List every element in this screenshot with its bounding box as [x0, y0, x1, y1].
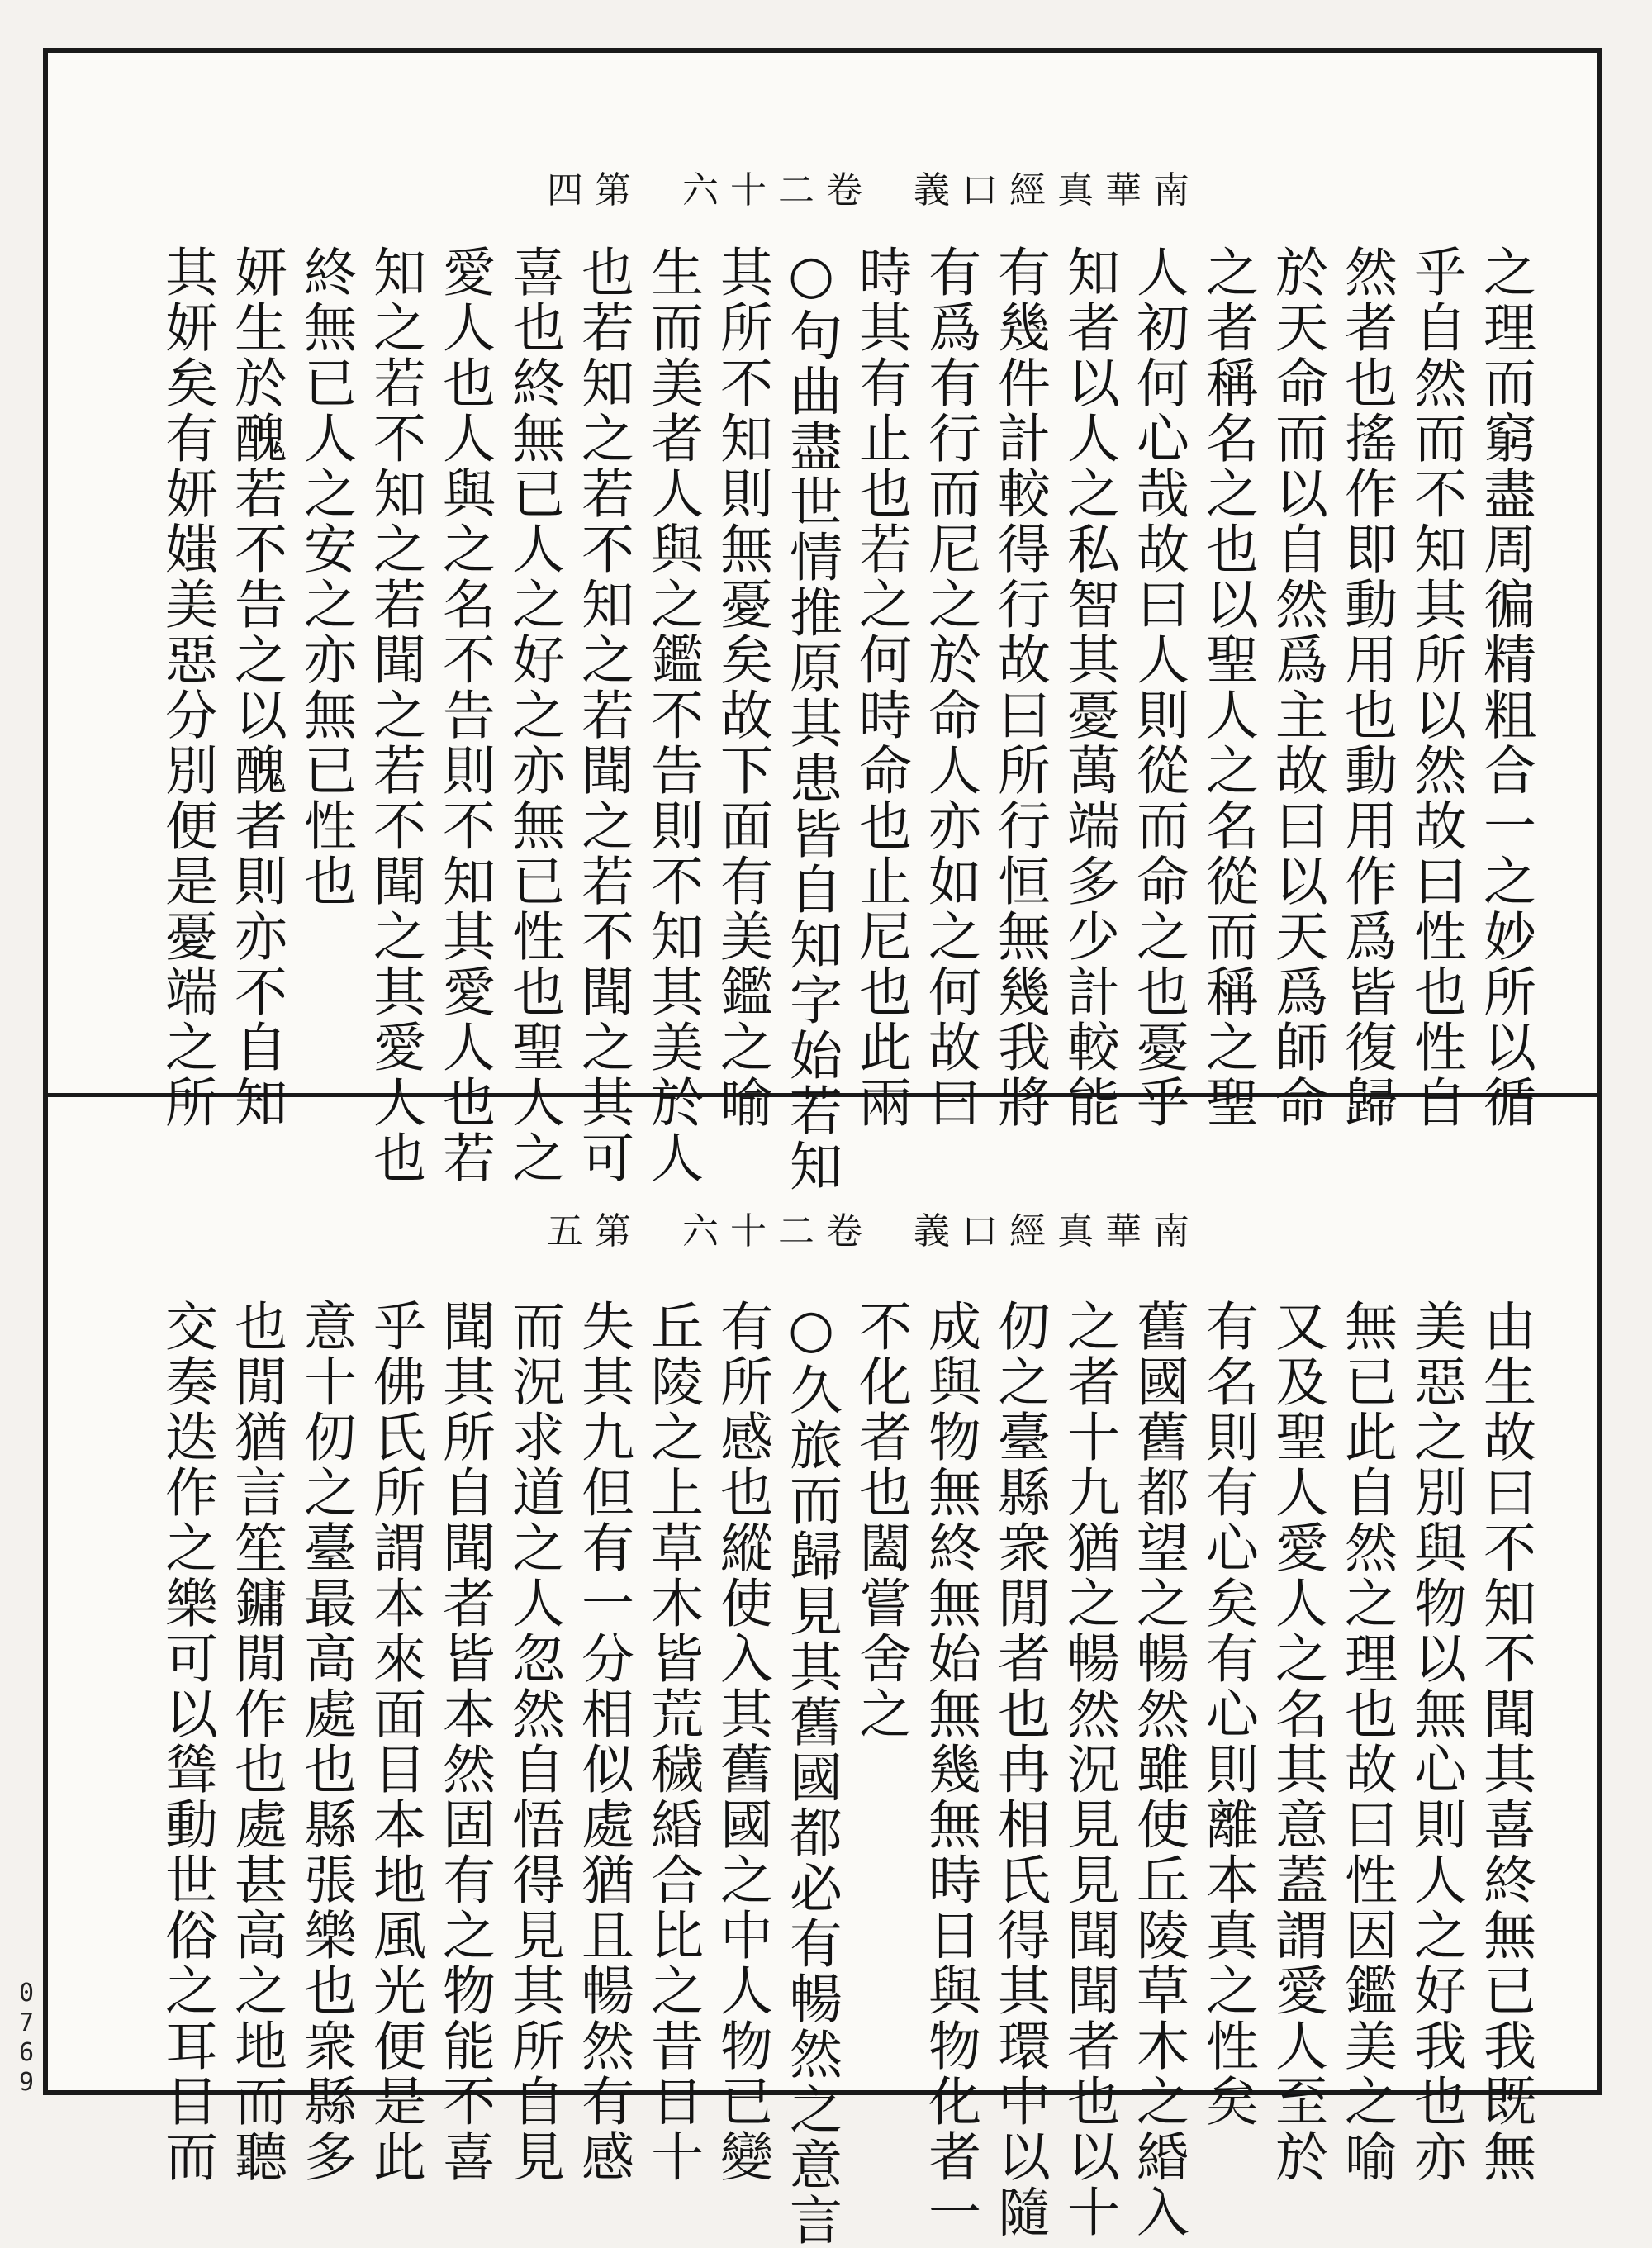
text-column: 之者稱名之也以聖人之名從而稱之聖	[1197, 245, 1258, 1130]
text-column: ○久旅而歸見其舊國都必有暢然之意言	[781, 1299, 842, 2248]
text-column: ○句曲盡世情推原其患皆自知字始若知	[781, 245, 842, 1194]
text-column: 也閒猶言笙鏞閒作也處甚高之地而聽	[225, 1299, 287, 2184]
text-column: 終無已人之安之亦無已性也	[295, 245, 356, 909]
text-column: 知之若不知之若聞之若不聞之其愛人也	[364, 245, 425, 1186]
leaf-header	[510, 1201, 1221, 1254]
text-column: 不化者也闔嘗舍之	[850, 1299, 911, 1742]
text-column: 有幾件計較得行故曰所行恒無幾我將	[989, 245, 1050, 1130]
text-column: 有名則有心矣有心則離本真之性矣	[1197, 1299, 1258, 2129]
text-column: 然者也搖作即動用也動用作爲皆復歸	[1336, 245, 1397, 1130]
volume-label: 卷二十六	[682, 169, 874, 211]
text-column: 也若知之若不知之若聞之若不聞之其可	[572, 245, 634, 1186]
text-column: 又及聖人愛人之名其意蓋謂愛人至於	[1266, 1299, 1327, 2184]
text-column: 聞其所自聞者皆本然固有之物能不喜	[434, 1299, 495, 2184]
text-column: 乎佛氏所謂本來面目本地風光便是此	[364, 1299, 425, 2184]
leaf-text	[152, 1299, 1540, 2248]
text-column: 其所不知則無憂矣故下面有美鑑之喻	[711, 245, 772, 1130]
text-column: 丘陵之上草木皆荒穢緍合比之昔日十	[642, 1299, 703, 2184]
text-column: 美惡之別與物以無心則人之好我也亦	[1405, 1299, 1466, 2184]
text-column: 舊國舊都望之暢然雖使丘陵草木之緍入	[1127, 1299, 1189, 2240]
text-column: 之者十九猶之暢然況見見聞聞者也以十	[1058, 1299, 1119, 2240]
book-title: 南華真經口義	[914, 169, 1201, 211]
page-number-digit: 6	[18, 2038, 35, 2067]
text-column: 之理而窮盡周徧精粗合一之妙所以循	[1474, 245, 1536, 1130]
volume-label: 卷二十六	[682, 1210, 874, 1252]
leaf-header	[510, 160, 1221, 213]
text-column: 交奏迭作之樂可以聳動世俗之耳目而	[156, 1299, 217, 2184]
text-column: 其妍矣有妍媸美惡分別便是憂端之所	[156, 245, 217, 1130]
text-column: 成與物無終無始無幾無時日與物化者一	[919, 1299, 980, 2240]
text-column: 時其有止也若之何時命也止尼也此兩	[850, 245, 911, 1130]
text-column: 生而美者人與之鑑不告則不知其美於人	[642, 245, 703, 1186]
text-column: 仞之臺縣衆閒者也冉相氏得其環中以隨	[989, 1299, 1050, 2240]
page-frame	[43, 48, 1602, 2248]
text-column: 知者以人之私智其憂萬端多少計較能	[1058, 245, 1119, 1130]
text-column: 乎自然而不知其所以然故曰性也性自	[1405, 245, 1466, 1130]
page-number-digit: 7	[18, 2008, 35, 2037]
text-column: 無已此自然之理也故曰性因鑑美之喻	[1336, 1299, 1397, 2184]
text-column: 喜也終無已人之好之亦無已性也聖人之	[503, 245, 564, 1186]
leaf-number: 第五	[547, 1210, 643, 1252]
text-column: 人初何心哉故曰人則從而命之也憂乎	[1127, 245, 1189, 1130]
leaf-number: 第四	[547, 169, 643, 211]
leaf-text	[152, 245, 1540, 1194]
text-column: 由生故曰不知不聞其喜終無已我既無	[1474, 1299, 1536, 2184]
text-column: 妍生於醜若不告之以醜者則亦不自知	[225, 245, 287, 1130]
text-column: 於天命而以自然爲主故曰以天爲師命	[1266, 245, 1327, 1130]
leaf-top	[48, 53, 1597, 1194]
book-title: 南華真經口義	[914, 1210, 1201, 1252]
page-number	[15, 1979, 38, 2098]
page-number-digit: 9	[18, 2068, 35, 2097]
text-column: 愛人也人與之名不告則不知其愛人也若	[434, 245, 495, 1186]
text-column: 失其九但有一分相似處猶且暢然有感	[572, 1299, 634, 2184]
text-column: 而況求道之人忽然自悟得見其所自見	[503, 1299, 564, 2184]
text-column: 有爲有行而尼之於命人亦如之何故曰	[919, 245, 980, 1130]
page-number-digit: 0	[18, 1979, 35, 2008]
leaf-bottom	[48, 1100, 1597, 2248]
text-column: 有所感也縱使入其舊國之中人物已變	[711, 1299, 772, 2184]
text-column: 意十仞之臺最高處也縣張樂也衆縣多	[295, 1299, 356, 2184]
